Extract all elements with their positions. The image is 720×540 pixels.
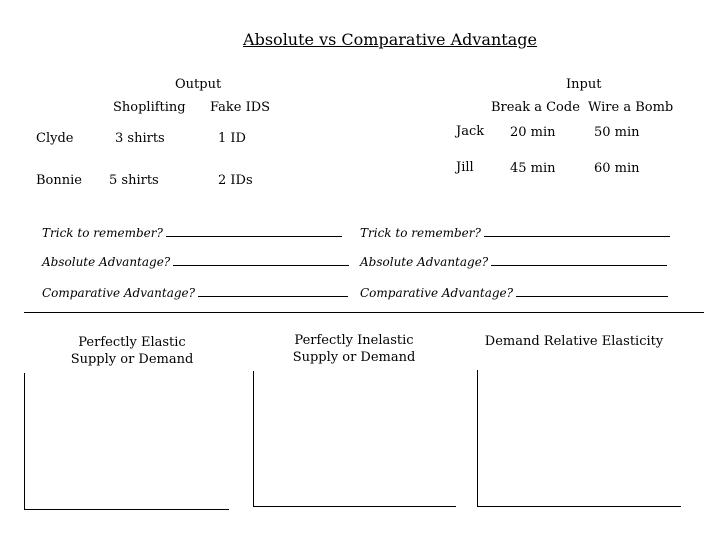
question-label: Trick to remember?	[42, 226, 163, 240]
graph-label-perfectly-inelastic	[284, 332, 424, 366]
input-row-name-jill: Jill	[456, 160, 474, 175]
graph-label-line: Perfectly Inelastic	[294, 333, 414, 348]
question-trick-left	[42, 226, 342, 240]
output-col-shoplifting: Shoplifting	[113, 100, 186, 115]
input-col-break-a-code: Break a Code	[491, 100, 580, 115]
page-title: Absolute vs Comparative Advantage	[243, 30, 537, 49]
graph-label-line: Supply or Demand	[70, 352, 194, 367]
question-label: Comparative Advantage?	[360, 286, 514, 300]
graph-label-perfectly-elastic	[62, 334, 202, 368]
output-row-name-bonnie: Bonnie	[36, 173, 82, 188]
answer-blank[interactable]	[173, 255, 349, 266]
output-col-fake-ids: Fake IDS	[210, 100, 271, 115]
section-divider	[24, 312, 704, 313]
input-cell-jill-break-a-code: 45 min	[510, 161, 556, 176]
answer-blank[interactable]	[166, 226, 342, 237]
answer-blank[interactable]	[516, 286, 668, 297]
input-heading: Input	[566, 77, 602, 92]
answer-blank[interactable]	[198, 286, 348, 297]
question-absolute-left	[42, 255, 349, 269]
graph-label-line: Perfectly Elastic	[78, 335, 186, 350]
question-comparative-right	[360, 286, 668, 300]
graph-label-line: Demand Relative Elasticity	[484, 334, 664, 349]
output-row-name-clyde: Clyde	[36, 131, 74, 146]
answer-blank[interactable]	[484, 226, 670, 237]
question-label: Absolute Advantage?	[360, 255, 489, 269]
question-comparative-left	[42, 286, 348, 300]
input-row-name-jack: Jack	[456, 124, 485, 139]
question-label: Comparative Advantage?	[42, 286, 196, 300]
graph-label-line: Supply or Demand	[292, 350, 416, 365]
graph-axes-perfectly-elastic[interactable]	[24, 373, 229, 510]
input-cell-jill-wire-a-bomb: 60 min	[594, 161, 640, 176]
answer-blank[interactable]	[491, 255, 667, 266]
input-cell-jack-wire-a-bomb: 50 min	[594, 125, 640, 140]
output-cell-bonnie-fake-ids: 2 IDs	[218, 173, 253, 188]
output-cell-bonnie-shoplifting: 5 shirts	[109, 173, 159, 188]
graph-label-demand-relative-elasticity	[474, 333, 674, 350]
output-cell-clyde-fake-ids: 1 ID	[218, 131, 246, 146]
question-label: Trick to remember?	[360, 226, 481, 240]
input-col-wire-a-bomb: Wire a Bomb	[588, 100, 674, 115]
graph-axes-perfectly-inelastic[interactable]	[253, 371, 456, 507]
graph-axes-demand-relative-elasticity[interactable]	[477, 370, 681, 507]
output-cell-clyde-shoplifting: 3 shirts	[115, 131, 165, 146]
question-absolute-right	[360, 255, 667, 269]
input-cell-jack-break-a-code: 20 min	[510, 125, 556, 140]
question-trick-right	[360, 226, 670, 240]
output-heading: Output	[175, 77, 222, 92]
question-label: Absolute Advantage?	[42, 255, 171, 269]
